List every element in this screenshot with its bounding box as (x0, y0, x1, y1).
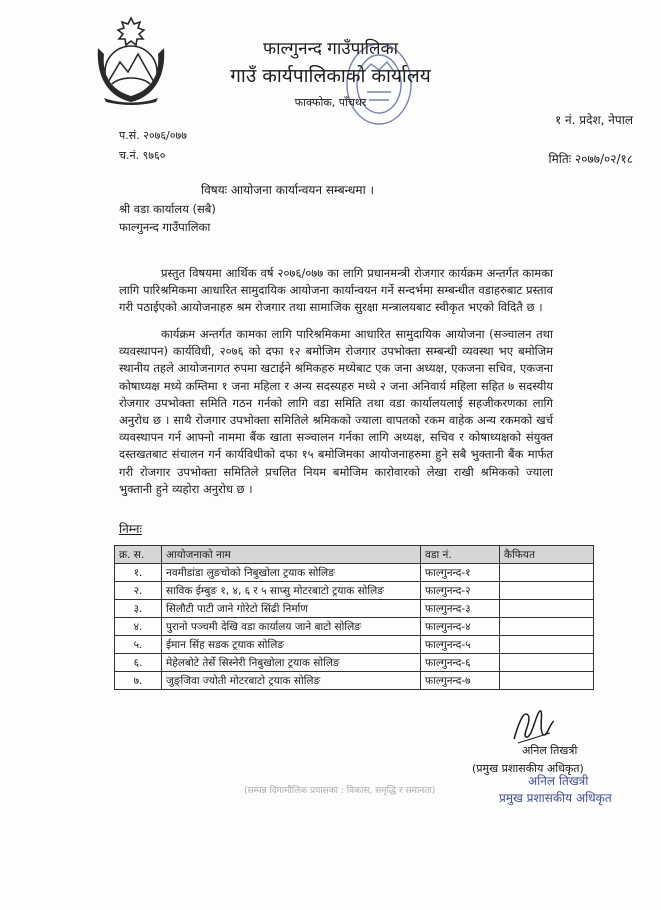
office-title: गाउँ कार्यपालिकाको कार्यालय (230, 65, 431, 87)
column-header-serial: क्र. स. (115, 546, 162, 564)
table-row (115, 654, 594, 672)
cell-serial: ४. (115, 618, 162, 636)
signatory-designation: (प्रमुख प्रशासकीय अधिकृत) (472, 762, 584, 775)
addressee-line-2: फाल्गुनन्द गाउँपालिका (119, 220, 211, 234)
table-row (115, 618, 594, 636)
cell-remark (500, 582, 594, 600)
body-paragraph-2: कार्यक्रम अन्तर्गत कामका लागि पारिश्रमिकमा आधारित सामुदायिक आयोजना (सञ्चालन तथा व्यवस्थापन) कार्यविधी, २०७६ को दफा १२ बमोजिम रोजगार उपभोक्ता सम्बन्धी व्यवस्था भए बमोजिम स्थानीय तहले आयोजनागत रुपमा खटाईने श्रमिकहरु मध्येबाट एक जना अध्यक्ष, एकजना सचिव, एकजना कोषाध्यक्ष मध्ये कम्तिमा १ जना महिला र अन्य सदस्यहरु मध्ये २ जना अनिवार्य महिला सहित ७ सदस्यीय रोजगार उपभोक्ता समिति गठन गर्नको लागि वडा समिति तथा वडा कार्यालयलाई सहजीकरणका लागि अनुरोध छ । साथै रोजगार उपभोक्ता समितिले श्रमिकको ज्याला वापतको रकम वाहेक अन्य रकमको खर्च व्यवस्थापन गर्न आफ्नो नाममा बैंक खाता सञ्चालन गर्नका लागि अध्यक्ष, सचिव र कोषाध्यक्षको संयुक्त दस्तखतबाट संचालन गर्न कार्यविधीको दफा १५ बमोजिमका आयोजनाहरुमा हुने सबै भुक्तानी बैंक मार्फत गरी रोजगार उपभोक्ता समितिले प्रचलित नियम बमोजिम कारोवारको लेखा राखी श्रमिकको ज्याला भुक्तानी हुने व्यहोरा अनुरोध छ । (119, 327, 553, 496)
cell-ward: फाल्गुनन्द-४ (421, 618, 500, 636)
handwritten-signature (510, 705, 558, 747)
addressee-line-1: श्री वडा कार्यालय (सबै) (119, 202, 216, 216)
subject-line: विषयः आयोजना कार्यान्वयन सम्बन्धमा । (201, 183, 375, 197)
cell-project-name: ईमान सिंह सडक ट्रयाक सोलिङ (162, 636, 421, 654)
cell-ward: फाल्गुनन्द-२ (421, 582, 500, 600)
province: १ नं. प्रदेश, नेपाल (554, 113, 633, 127)
table-header-row (115, 546, 594, 564)
table-row (115, 636, 594, 654)
project-table (114, 545, 594, 690)
cell-project-name: नवमीडांडा लुङचोको निबुखोला ट्रयाक सोलिङ (162, 564, 421, 582)
cell-remark (500, 618, 594, 636)
cell-ward: फाल्गुनन्द-१ (421, 564, 500, 582)
cell-ward: फाल्गुनन्द-३ (421, 600, 500, 618)
cell-remark (500, 654, 594, 672)
cell-remark (500, 564, 594, 582)
cell-ward: फाल्गुनन्द-५ (421, 636, 500, 654)
cell-serial: ३. (115, 600, 162, 618)
table-caption: निम्नः (119, 522, 142, 536)
cell-serial: ५. (115, 636, 162, 654)
footer-motto: (सम्पन्न दिगामौलिक प्रयासका : विकास, समृद्धि र समानता) (244, 786, 436, 796)
cell-serial: २. (115, 582, 162, 600)
cell-remark (500, 600, 594, 618)
letter-number: प.सं. २०७६/०७७ (119, 129, 187, 142)
column-header-project-name: आयोजनाको नाम (162, 546, 421, 564)
cell-ward: फाल्गुनन्द-६ (421, 654, 500, 672)
nepal-emblem-logo (90, 14, 172, 106)
cell-project-name: पुरानो पञ्चमी देखि वडा कार्यालय जाने बाटो सोलिङ (162, 618, 421, 636)
cell-serial: ६. (115, 654, 162, 672)
letter-date: मितिः २०७७/०२/१८ (548, 152, 633, 166)
table-row (115, 564, 594, 582)
cell-project-name: सिलौटी पाटी जाने गोरेटो सिंढी निर्माण (162, 600, 421, 618)
cell-project-name: साविक ईम्बुङ १, ४, ६ र ५ साप्सु मोटरबाटो ट्रयाक सोलिङ (162, 582, 421, 600)
cell-serial: १. (115, 564, 162, 582)
body-paragraph-1: प्रस्तुत विषयमा आर्थिक वर्ष २०७६/०७७ का लागि प्रधानमन्त्री रोजगार कार्यक्रम अन्तर्गत कामका लागि पारिश्रमिकमा आधारित सामुदायिक आयोजना कार्यान्वयन गर्ने सन्दर्भमा सम्बन्धीत वडाहरुबाट प्रस्ताव गरी पठाईएको आयोजनाहरु श्रम रोजगार तथा सामाजिक सुरक्षा मन्त्रालयबाट स्वीकृत भएको विदितै छ । (119, 266, 553, 315)
signatory-stamp-name: अनिल तिखत्री (528, 774, 589, 788)
table-row (115, 672, 594, 690)
column-header-ward: वडा नं. (421, 546, 500, 564)
cell-serial: ७. (115, 672, 162, 690)
column-header-remark: कैफियत (500, 546, 594, 564)
cell-remark (500, 672, 594, 690)
table-row (115, 600, 594, 618)
cell-remark (500, 636, 594, 654)
cell-project-name: मेहेलबोटे तेर्से सिस्नेरी निबुखोला ट्रयाक सोलिङ (162, 654, 421, 672)
table-row (115, 582, 594, 600)
signatory-stamp-designation: प्रमुख प्रशासकीय अधिकृत (499, 791, 612, 805)
office-name: फाल्गुनन्द गाउँपालिका (262, 39, 399, 59)
signatory-name: अनिल तिखत्री (522, 744, 578, 757)
cell-ward: फाल्गुनन्द-७ (421, 672, 500, 690)
cell-project-name: जुङ्जिवा ज्योती मोटरबाटो ट्रयाक सोलिङ (162, 672, 421, 690)
dispatch-number: च.नं. ९७६० (119, 149, 166, 162)
office-location: फाक्फोक, पाँचथर (294, 96, 367, 109)
